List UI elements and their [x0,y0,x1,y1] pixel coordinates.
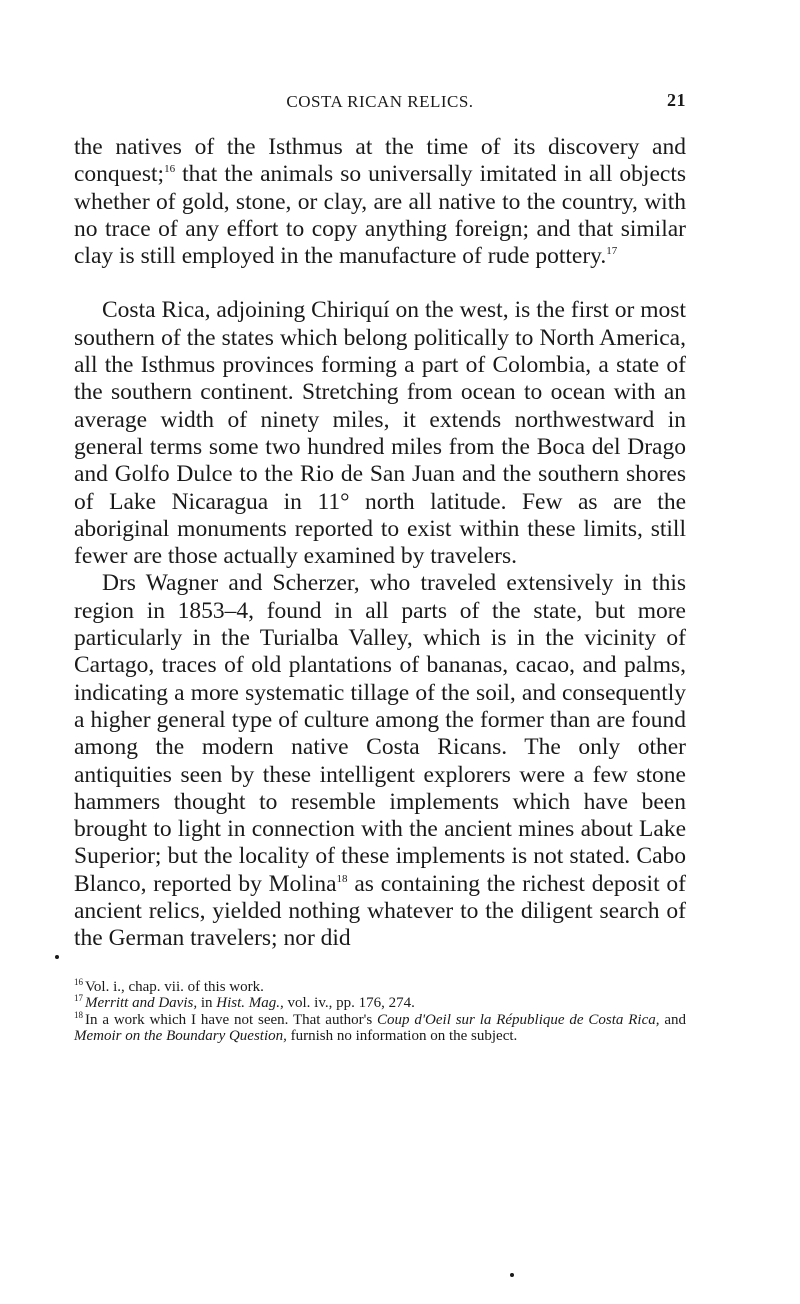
footnote-text: in [197,995,217,1012]
footnote-number: 16 [74,976,83,987]
paragraph-text: that the animals so universally imitated in all objects whether of gold, stone, or clay, are all native to the country, with no trace of any effort to copy anything foreign; and that similar clay is still employed in the manufacture of rude pottery. [74,161,686,270]
footnote-ref-17: 17 [606,245,618,258]
paragraph-text: Costa Rica, adjoining Chiriquí on the west, is the first or most southern of the states which belong politically to North America, all the Isthmus provinces forming a part of Colombia, a state of the southern continent. Stretching from ocean to ocean with an average width of ninety miles, it extends northwestward in general terms some two hundred miles from the Boca del Drago and Golfo Dulce to the Rio de San Juan and the southern shores of Lake Nicaragua in 11° north latitude. Few as are the aboriginal monuments reported to exist within these limits, still fewer are those actually examined by travelers. [74,297,686,570]
running-head [74,88,686,118]
stray-ink-dot [510,1273,514,1277]
book-page [74,88,686,1045]
running-title: COSTA RICAN RELICS. [286,92,474,111]
footnote-text: In a work which I have not seen. That author's [85,1011,377,1028]
footnote-text: and [659,1011,686,1028]
footnote-text: furnish no information on the subject. [286,1028,518,1045]
paragraph-wagner-scherzer [74,570,686,952]
footnote-title: Memoir on the Boundary Question, [74,1028,287,1045]
footnote-number: 17 [74,993,83,1004]
footnote-ref-16: 16 [164,163,176,176]
footnote-18 [74,1009,686,1045]
footnote-journal: Hist. Mag., [216,995,284,1012]
body-text [74,134,686,953]
footnotes [74,976,686,1045]
footnote-17 [74,995,686,1012]
stray-ink-dot [55,955,59,959]
footnote-ref-18: 18 [336,872,348,885]
paragraph-continued [74,134,686,270]
footnote-number: 18 [74,1009,83,1020]
paragraph-text: Drs Wagner and Scherzer, who traveled extensively in this region in 1853–4, found in all parts of the state, but more particularly in the Turialba Valley, which is in the vicinity of Cartago, traces of old plantations of bananas, cacao, and palms, indicating a more systematic tillage of the soil, and consequently a higher general type of culture among the former than are found among the modern native Costa Ricans. The only other antiquities seen by these intelligent explorers were a few stone hammers thought to resemble implements which have been brought to light in connection with the ancient mines about Lake Superior; but the locality of these implements is not stated. Cabo Blanco, reported by Molina [74,570,686,897]
footnote-authors: Merritt and Davis, [85,995,198,1012]
footnote-text: vol. iv., pp. 176, 274. [283,995,415,1012]
footnote-title: Coup d'Oeil sur la République de Costa Rica, [377,1011,660,1028]
footnote-text: Vol. i., chap. vii. of this work. [85,978,264,995]
paragraph-costa-rica [74,297,686,570]
footnote-16 [74,976,686,996]
paragraph-text: the natives of the Isthmus at the time of its discovery and conquest; [74,134,686,188]
page-number: 21 [667,90,686,110]
paragraph-text: as containing the richest deposit of ancient relics, yielded nothing whatever to the diligent search of the German travelers; nor did [74,870,686,952]
